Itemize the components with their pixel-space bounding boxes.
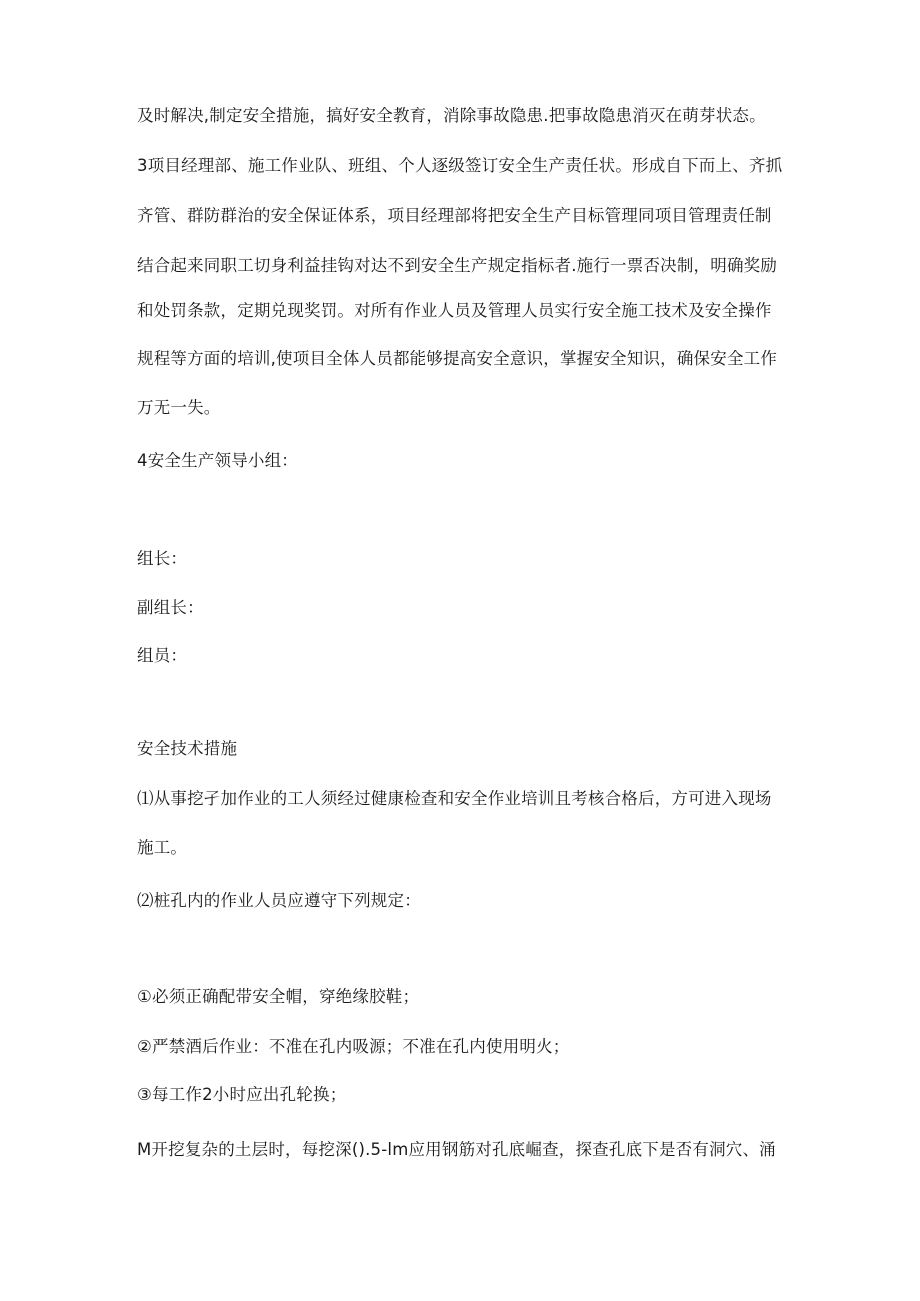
role-label-members: 组员： — [137, 646, 188, 665]
paragraph-line: 和处罚条款，定期兑现奖罚。对所有作业人员及管理人员实行安全施工技术及安全操作 — [137, 301, 772, 320]
list-item: ⑴从事挖孑加作业的工人须经过健康检查和安全作业培训且考核合格后，方可进入现场 — [137, 789, 772, 808]
sub-list-item: ②严禁酒后作业：不准在孔内吸源；不准在孔内使用明火； — [137, 1037, 570, 1056]
paragraph-line: 齐管、群防群治的安全保证体系，项目经理部将把安全生产目标管理同项目管理责任制 — [137, 206, 772, 225]
sub-list-item: ①必须正确配带安全帽，穿绝缘胶鞋； — [137, 987, 420, 1006]
list-item: ⑵桩孔内的作业人员应遵守下列规定： — [137, 891, 421, 910]
paragraph-line: 3项目经理部、施工作业队、班组、个人逐级签订安全生产责任状。形成自下而上、齐抓 — [137, 156, 783, 175]
paragraph-line: 规程等方面的培训,使项目全体人员都能够提高安全意识，掌握安全知识，确保安全工作 — [137, 349, 778, 368]
paragraph-line: 万无一失。 — [137, 398, 221, 417]
section-heading: 安全技术措施 — [137, 739, 238, 758]
role-label-deputy: 副组长： — [137, 598, 204, 617]
list-item: M开挖复杂的土层时，每挖深().5-lm应用钢筋对孔底崛查，探查孔底下是否有洞穴、涌 — [137, 1140, 776, 1159]
role-label-leader: 组长： — [137, 549, 188, 568]
paragraph-line: 及时解决,制定安全措施，搞好安全教育，消除事故隐患.把事故隐患消灭在萌芽状态。 — [137, 106, 766, 125]
sub-list-item: ③每工作2小时应出孔轮换； — [137, 1085, 347, 1104]
paragraph-line: 施工。 — [137, 838, 188, 857]
section-heading: 4安全生产领导小组： — [137, 451, 298, 470]
paragraph-line: 结合起来同职工切身利益挂钩对达不到安全生产规定指标者.施行一票否决制，明确奖励 — [137, 256, 778, 275]
